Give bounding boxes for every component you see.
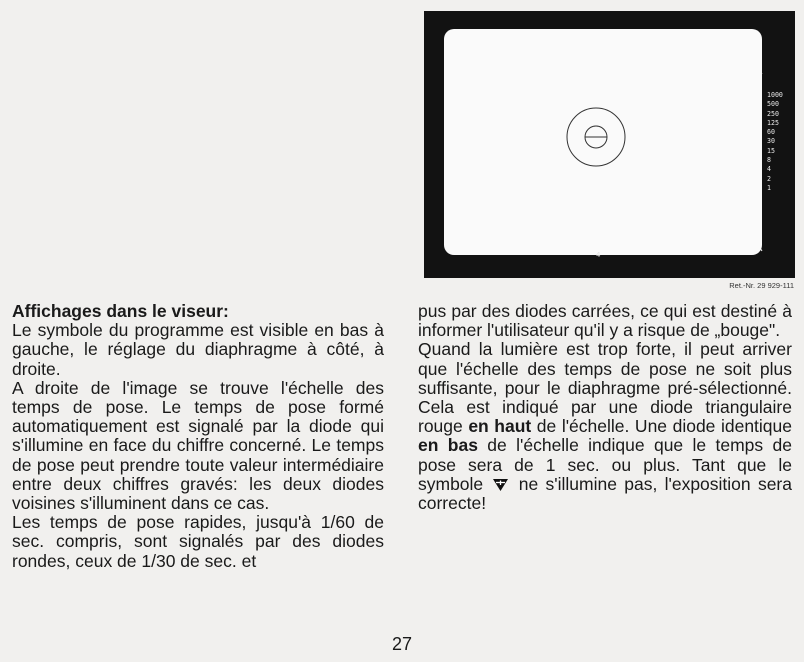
scale-value: 500 bbox=[767, 100, 779, 109]
scale-value: 30 bbox=[767, 137, 775, 146]
scale-value: 2 bbox=[767, 174, 771, 183]
viewfinder-frame bbox=[444, 29, 762, 255]
viewfinder-illustration bbox=[424, 11, 795, 278]
reference-number: Ret.-Nr. 29 929-111 bbox=[729, 281, 794, 290]
left-column bbox=[12, 302, 384, 571]
text-run: Quand la lumière est trop forte, il peut arriver que l'échelle des temps de pose ne soit plus suffisante, pour le diaphragme pré-sélectionné. Cela est indiqué par une diode triangulaire rouge bbox=[418, 339, 792, 437]
text-run: de l'échelle indique que le temps de pose sera de 1 sec. ou plus. Tant que le symbole bbox=[418, 435, 792, 494]
page-number: 27 bbox=[391, 634, 413, 654]
shutter-speed-scale bbox=[767, 91, 789, 193]
metering-circle-icon bbox=[444, 29, 762, 255]
scale-value: 4 bbox=[767, 165, 771, 174]
scale-value: 1 bbox=[767, 183, 771, 192]
scale-value: 8 bbox=[767, 156, 771, 165]
scale-value: 250 bbox=[767, 109, 779, 118]
section-heading: Affichages dans le viseur: bbox=[12, 301, 229, 321]
aperture-indicator: 4 bbox=[596, 251, 601, 259]
bold-text: en haut bbox=[468, 416, 532, 437]
text-run: ne s'illumine pas, l'exposition sera correcte! bbox=[418, 473, 792, 514]
scale-value: 15 bbox=[767, 146, 775, 155]
scale-value: 60 bbox=[767, 128, 775, 137]
scale-value: 125 bbox=[767, 118, 779, 127]
paragraph: Le symbole du programme est visible en bas à gauche, le réglage du diaphragme à côté, à droite. bbox=[12, 320, 384, 379]
scale-value: 1000 bbox=[767, 91, 783, 99]
exposure-warning-icon bbox=[492, 478, 509, 492]
paragraph: A droite de l'image se trouve l'échelle des temps de pose. Le temps de pose formé automatiquement est signalé par la diode qui s'illumine en face du chiffre concerné. Le temps de pose peut prendre toute valeur intermédiaire entre deux chiffres gravés: les deux diodes voisines s'illuminent dans ce cas. bbox=[12, 377, 384, 514]
right-column bbox=[418, 302, 792, 513]
bold-text: en bas bbox=[418, 435, 478, 456]
paragraph: Les temps de pose rapides, jusqu'à 1/60 de sec. compris, sont signalés par des diodes rondes, ceux de 1/30 de sec. et bbox=[12, 512, 384, 571]
paragraph bbox=[418, 340, 792, 513]
text-run: de l'échelle. Une diode identique bbox=[531, 416, 793, 437]
paragraph: pus par des diodes carrées, ce qui est destiné à informer l'utilisateur qu'il y a risque de „bouge". bbox=[418, 301, 792, 341]
